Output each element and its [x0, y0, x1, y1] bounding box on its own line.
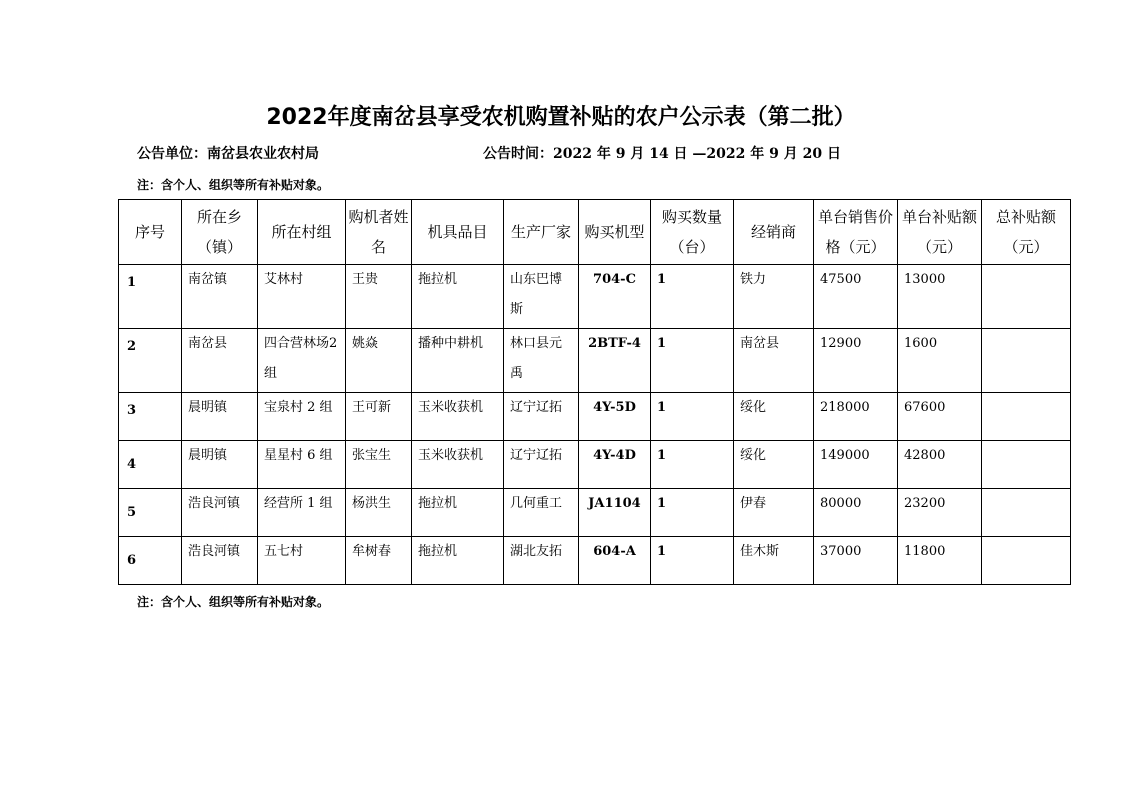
cell-price: 218000 [814, 393, 898, 441]
cell-item: 拖拉机 [412, 537, 504, 585]
cell-index: 3 [119, 393, 182, 441]
table-row [119, 489, 1071, 537]
cell-index: 4 [119, 441, 182, 489]
cell-town: 南岔镇 [182, 265, 258, 329]
cell-subsidy: 23200 [898, 489, 982, 537]
cell-village: 经营所 1 组 [258, 489, 346, 537]
table-row [119, 329, 1071, 393]
document-title: 2022年度南岔县享受农机购置补贴的农户公示表（第二批） [266, 105, 856, 130]
cell-price: 37000 [814, 537, 898, 585]
note-bottom: 注：含个人、组织等所有补贴对象。 [137, 595, 330, 609]
table-row [119, 265, 1071, 329]
cell-model: 704-C [579, 265, 651, 329]
cell-buyer: 王可新 [346, 393, 412, 441]
cell-town: 晨明镇 [182, 441, 258, 489]
header-cell: 购买数量（台） [651, 200, 734, 265]
cell-item: 玉米收获机 [412, 441, 504, 489]
header-cell: 所在村组 [258, 200, 346, 265]
cell-village: 四合营林场2组 [258, 329, 346, 393]
cell-total [982, 441, 1071, 489]
cell-quantity: 1 [651, 265, 734, 329]
cell-village: 五七村 [258, 537, 346, 585]
header-cell: 购买机型 [579, 200, 651, 265]
cell-total [982, 393, 1071, 441]
header-cell: 机具品目 [412, 200, 504, 265]
cell-maker: 辽宁辽拓 [504, 393, 579, 441]
cell-maker: 山东巴博斯 [504, 265, 579, 329]
cell-model: 604-A [579, 537, 651, 585]
header-cell: 总补贴额（元） [982, 200, 1071, 265]
cell-subsidy: 67600 [898, 393, 982, 441]
cell-town: 浩良河镇 [182, 489, 258, 537]
cell-buyer: 杨洪生 [346, 489, 412, 537]
header-cell: 单台补贴额（元） [898, 200, 982, 265]
cell-index: 5 [119, 489, 182, 537]
cell-model: 4Y-5D [579, 393, 651, 441]
cell-dealer: 佳木斯 [734, 537, 814, 585]
cell-quantity: 1 [651, 489, 734, 537]
header-cell: 购机者姓名 [346, 200, 412, 265]
header-cell: 序号 [119, 200, 182, 265]
table-row [119, 441, 1071, 489]
cell-total [982, 489, 1071, 537]
cell-buyer: 王贵 [346, 265, 412, 329]
header-cell: 所在乡（镇） [182, 200, 258, 265]
cell-town: 晨明镇 [182, 393, 258, 441]
cell-index: 2 [119, 329, 182, 393]
cell-maker: 辽宁辽拓 [504, 441, 579, 489]
table-row [119, 537, 1071, 585]
cell-total [982, 265, 1071, 329]
header-cell: 经销商 [734, 200, 814, 265]
cell-maker: 林口县元禹 [504, 329, 579, 393]
cell-quantity: 1 [651, 441, 734, 489]
cell-town: 南岔县 [182, 329, 258, 393]
cell-item: 玉米收获机 [412, 393, 504, 441]
cell-dealer: 绥化 [734, 441, 814, 489]
cell-model: 4Y-4D [579, 441, 651, 489]
cell-quantity: 1 [651, 393, 734, 441]
cell-buyer: 姚焱 [346, 329, 412, 393]
cell-dealer: 南岔县 [734, 329, 814, 393]
cell-index: 6 [119, 537, 182, 585]
cell-maker: 几何重工 [504, 489, 579, 537]
cell-dealer: 伊春 [734, 489, 814, 537]
cell-price: 80000 [814, 489, 898, 537]
cell-village: 星星村 6 组 [258, 441, 346, 489]
cell-price: 12900 [814, 329, 898, 393]
table-row [119, 393, 1071, 441]
cell-dealer: 铁力 [734, 265, 814, 329]
cell-maker: 湖北友拓 [504, 537, 579, 585]
cell-town: 浩良河镇 [182, 537, 258, 585]
table-header-row [119, 200, 1071, 265]
cell-village: 宝泉村 2 组 [258, 393, 346, 441]
note-top: 注：含个人、组织等所有补贴对象。 [137, 178, 330, 192]
header-cell: 生产厂家 [504, 200, 579, 265]
cell-quantity: 1 [651, 329, 734, 393]
cell-dealer: 绥化 [734, 393, 814, 441]
cell-item: 拖拉机 [412, 265, 504, 329]
cell-subsidy: 13000 [898, 265, 982, 329]
cell-index: 1 [119, 265, 182, 329]
cell-quantity: 1 [651, 537, 734, 585]
cell-village: 艾林村 [258, 265, 346, 329]
cell-subsidy: 11800 [898, 537, 982, 585]
cell-subsidy: 1600 [898, 329, 982, 393]
cell-buyer: 张宝生 [346, 441, 412, 489]
cell-buyer: 牟树春 [346, 537, 412, 585]
cell-model: 2BTF-4 [579, 329, 651, 393]
cell-total [982, 329, 1071, 393]
cell-item: 拖拉机 [412, 489, 504, 537]
publication-period: 公告时间：2022 年 9 月 14 日 —2022 年 9 月 20 日 [483, 146, 841, 162]
cell-price: 149000 [814, 441, 898, 489]
cell-subsidy: 42800 [898, 441, 982, 489]
subsidy-table [118, 199, 1071, 585]
cell-total [982, 537, 1071, 585]
cell-model: JA1104 [579, 489, 651, 537]
cell-item: 播种中耕机 [412, 329, 504, 393]
publishing-unit: 公告单位：南岔县农业农村局 [137, 146, 319, 162]
cell-price: 47500 [814, 265, 898, 329]
header-cell: 单台销售价格（元） [814, 200, 898, 265]
